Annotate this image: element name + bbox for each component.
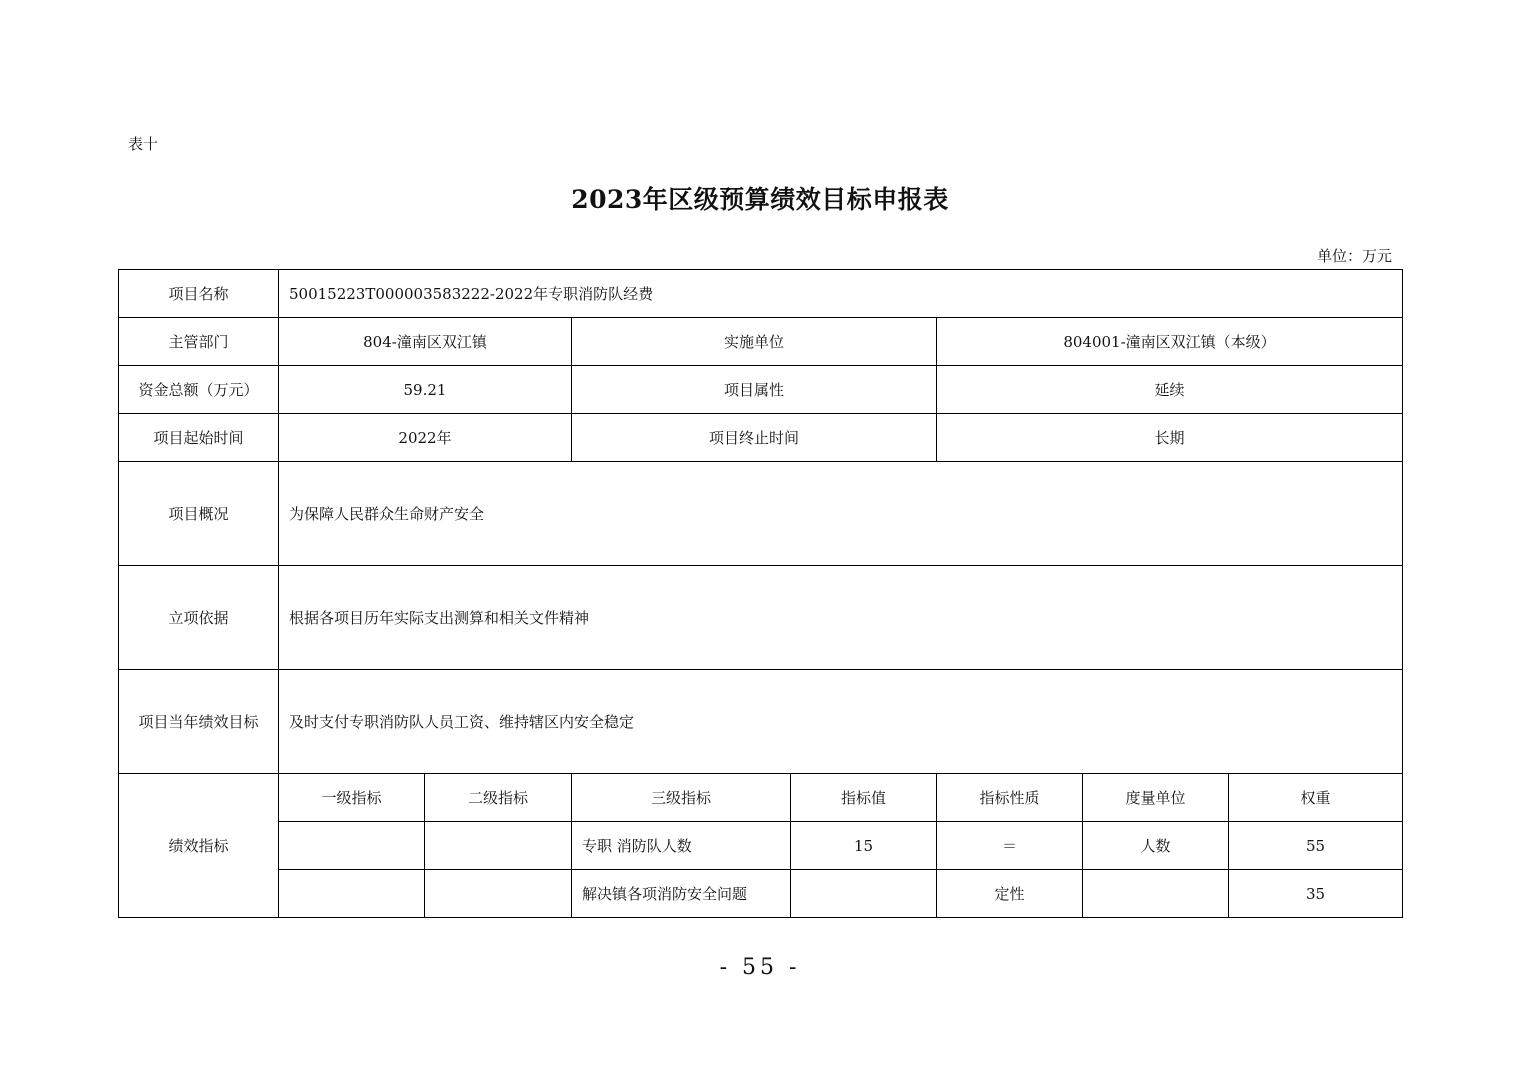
overview-label: 项目概况: [119, 462, 279, 566]
indicator-nature: ＝: [937, 822, 1083, 870]
project-attribute-label: 项目属性: [572, 366, 937, 414]
goal-value: 及时支付专职消防队人员工资、维持辖区内安全稳定: [279, 670, 1403, 774]
header-level3: 三级指标: [572, 774, 791, 822]
header-weight: 权重: [1229, 774, 1403, 822]
basis-label: 立项依据: [119, 566, 279, 670]
end-time-label: 项目终止时间: [572, 414, 937, 462]
indicator-unit: 人数: [1083, 822, 1229, 870]
header-level1: 一级指标: [279, 774, 425, 822]
implementing-unit-value: 804001-潼南区双江镇（本级）: [937, 318, 1403, 366]
row-department: [119, 318, 1403, 366]
row-overview: [119, 462, 1403, 566]
start-time-label: 项目起始时间: [119, 414, 279, 462]
header-value: 指标值: [791, 774, 937, 822]
row-project-name: [119, 270, 1403, 318]
indicator-level3: 解决镇各项消防安全问题: [572, 870, 791, 918]
department-label: 主管部门: [119, 318, 279, 366]
indicator-level2: [425, 870, 572, 918]
indicator-weight: 35: [1229, 870, 1403, 918]
indicator-level1: [279, 870, 425, 918]
header-nature: 指标性质: [937, 774, 1083, 822]
funds-total-label: 资金总额（万元）: [119, 366, 279, 414]
start-time-value: 2022年: [279, 414, 572, 462]
row-time: [119, 414, 1403, 462]
indicator-nature: 定性: [937, 870, 1083, 918]
header-unit: 度量单位: [1083, 774, 1229, 822]
project-name-label: 项目名称: [119, 270, 279, 318]
end-time-value: 长期: [937, 414, 1403, 462]
document-title: 2023年区级预算绩效目标申报表: [571, 185, 949, 214]
indicator-header-row: [119, 774, 1403, 822]
indicator-row: [119, 870, 1403, 918]
indicator-weight: 55: [1229, 822, 1403, 870]
project-name-value: 50015223T000003583222-2022年专职消防队经费: [279, 270, 1403, 318]
indicator-unit: [1083, 870, 1229, 918]
unit-note: 单位：万元: [1316, 247, 1392, 265]
table-number: 表十: [128, 135, 159, 153]
header-level2: 二级指标: [425, 774, 572, 822]
department-value: 804-潼南区双江镇: [279, 318, 572, 366]
indicator-level1: [279, 822, 425, 870]
basis-value: 根据各项目历年实际支出测算和相关文件精神: [279, 566, 1403, 670]
overview-value: 为保障人民群众生命财产安全: [279, 462, 1403, 566]
indicator-value: 15: [791, 822, 937, 870]
goal-label: 项目当年绩效目标: [119, 670, 279, 774]
funds-total-value: 59.21: [279, 366, 572, 414]
indicator-level2: [425, 822, 572, 870]
row-basis: [119, 566, 1403, 670]
indicator-level3: 专职 消防队人数: [572, 822, 791, 870]
page-number: - 55 -: [719, 955, 801, 980]
row-funds: [119, 366, 1403, 414]
indicators-label: 绩效指标: [119, 774, 279, 918]
budget-performance-form: [118, 269, 1403, 918]
row-goal: [119, 670, 1403, 774]
indicator-value: [791, 870, 937, 918]
project-attribute-value: 延续: [937, 366, 1403, 414]
implementing-unit-label: 实施单位: [572, 318, 937, 366]
indicator-row: [119, 822, 1403, 870]
